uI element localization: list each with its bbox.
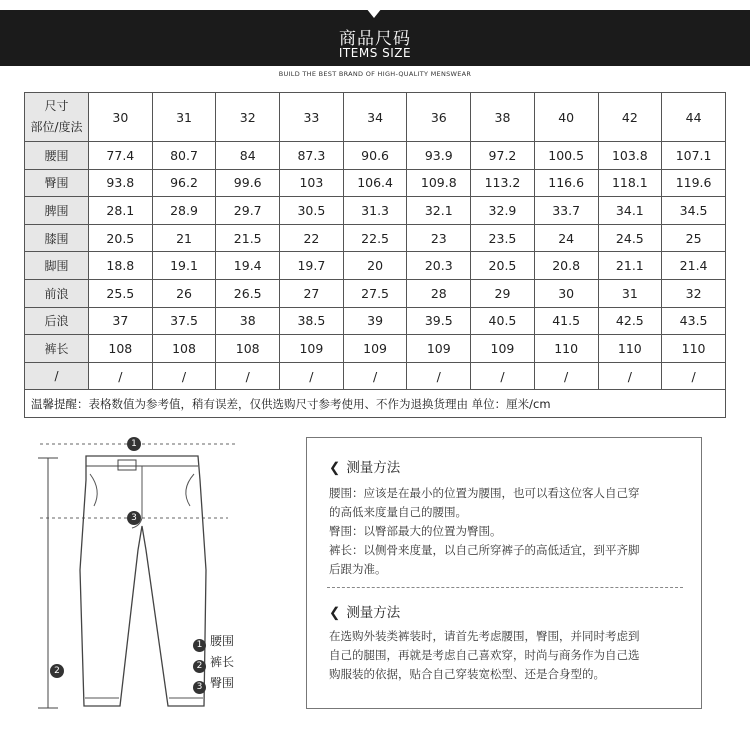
table-cell: 28 (407, 279, 471, 307)
table-cell: 26.5 (216, 279, 280, 307)
table-cell: 33.7 (534, 197, 598, 225)
table-cell: 99.6 (216, 169, 280, 197)
measurement-method-panel (306, 437, 702, 709)
table-cell: / (152, 362, 216, 390)
text-line: 购服装的依据，贴合自己穿装宽松型、还是合身型的。 (329, 667, 605, 681)
row-label-cell: 脚围 (25, 252, 89, 280)
table-cell: 29.7 (216, 197, 280, 225)
table-cell: 106.4 (343, 169, 407, 197)
size-header-cell: 42 (598, 93, 662, 142)
table-cell: 103 (280, 169, 344, 197)
table-row (25, 169, 726, 197)
table-cell: 113.2 (471, 169, 535, 197)
table-header-row (25, 93, 726, 142)
chevron-left-icon: ❮ (329, 605, 341, 621)
table-cell: 100.5 (534, 142, 598, 170)
table-cell: 109 (471, 335, 535, 363)
legend-number: 1 (193, 639, 206, 652)
text-line: 的高低来度量自己的腰围。 (329, 505, 467, 519)
table-cell: 20.5 (89, 224, 153, 252)
table-cell: / (343, 362, 407, 390)
row-label-cell: 腰围 (25, 142, 89, 170)
table-cell: 24.5 (598, 224, 662, 252)
table-row (25, 224, 726, 252)
table-cell: 19.4 (216, 252, 280, 280)
table-cell: 42.5 (598, 307, 662, 335)
table-cell: / (280, 362, 344, 390)
table-cell: 109 (407, 335, 471, 363)
chevron-down-icon (366, 8, 382, 18)
trousers-illustration (28, 430, 280, 710)
table-cell: 30 (534, 279, 598, 307)
table-cell: 32.9 (471, 197, 535, 225)
table-cell: 26 (152, 279, 216, 307)
table-row (25, 335, 726, 363)
table-cell: 87.3 (280, 142, 344, 170)
corner-bottom-label: 部位/度法 (30, 120, 83, 134)
table-cell: 110 (534, 335, 598, 363)
table-cell: 108 (216, 335, 280, 363)
corner-top-label: 尺寸 (44, 99, 69, 113)
row-label-cell: 脾围 (25, 197, 89, 225)
legend-number: 2 (193, 660, 206, 673)
table-cell: / (598, 362, 662, 390)
legend-label: 臀围 (210, 676, 235, 690)
table-cell: 22.5 (343, 224, 407, 252)
table-cell: 96.2 (152, 169, 216, 197)
marker-1: 1 (127, 437, 141, 451)
table-cell: 27.5 (343, 279, 407, 307)
row-label-cell: 臀围 (25, 169, 89, 197)
table-cell: 20.5 (471, 252, 535, 280)
table-cell: 109 (280, 335, 344, 363)
table-cell: / (534, 362, 598, 390)
table-cell: 32 (662, 279, 726, 307)
table-cell: 116.6 (534, 169, 598, 197)
table-cell: 38 (216, 307, 280, 335)
table-cell: 109 (343, 335, 407, 363)
size-header-cell: 38 (471, 93, 535, 142)
table-cell: 24 (534, 224, 598, 252)
table-cell: 18.8 (89, 252, 153, 280)
title-banner (0, 10, 750, 66)
table-cell: 119.6 (662, 169, 726, 197)
size-note: 温馨提醒：表格数值为参考值，稍有误差，仅供选购尺寸参考使用、不作为退换货理由 单位：厘米/cm (25, 390, 726, 418)
table-cell: / (662, 362, 726, 390)
size-header-cell: 32 (216, 93, 280, 142)
marker-2: 2 (50, 664, 64, 678)
table-row (25, 197, 726, 225)
table-row (25, 142, 726, 170)
table-cell: 40.5 (471, 307, 535, 335)
size-header-cell: 40 (534, 93, 598, 142)
table-cell: 19.7 (280, 252, 344, 280)
section-title-text: 测量方法 (346, 605, 401, 621)
table-cell: 30.5 (280, 197, 344, 225)
table-cell: 108 (152, 335, 216, 363)
table-cell: 108 (89, 335, 153, 363)
table-cell: 19.1 (152, 252, 216, 280)
table-cell: 39 (343, 307, 407, 335)
size-header-cell: 36 (407, 93, 471, 142)
text-line: 自己的腿围，再就是考虑自己喜欢穿，时尚与商务作为自己选 (329, 648, 640, 662)
table-cell: 21 (152, 224, 216, 252)
marker-3: 3 (127, 511, 141, 525)
table-cell: 23.5 (471, 224, 535, 252)
legend-item (193, 674, 234, 694)
table-row (25, 252, 726, 280)
table-cell: 103.8 (598, 142, 662, 170)
size-header-cell: 34 (343, 93, 407, 142)
legend-number: 3 (193, 681, 206, 694)
title-cn: 商品尺码 (339, 29, 411, 49)
table-cell: 29 (471, 279, 535, 307)
corner-cell (25, 93, 89, 142)
legend-label: 腰围 (210, 634, 235, 648)
table-cell: 28.1 (89, 197, 153, 225)
table-cell: 110 (662, 335, 726, 363)
trousers-diagram (28, 430, 280, 710)
table-row (25, 307, 726, 335)
table-cell: 27 (280, 279, 344, 307)
section-title (329, 456, 400, 476)
row-label-cell: / (25, 362, 89, 390)
table-cell: 25.5 (89, 279, 153, 307)
size-header-cell: 33 (280, 93, 344, 142)
tagline: BUILD THE BEST BRAND OF HIGH-QUALITY MENSWEAR (278, 70, 472, 78)
table-row (25, 362, 726, 390)
table-cell: 21.5 (216, 224, 280, 252)
table-cell: 31.3 (343, 197, 407, 225)
chevron-left-icon: ❮ (329, 460, 341, 476)
table-cell: 90.6 (343, 142, 407, 170)
table-cell: 84 (216, 142, 280, 170)
row-label-cell: 裤长 (25, 335, 89, 363)
table-cell: 38.5 (280, 307, 344, 335)
text-line: 后跟为准。 (329, 562, 387, 576)
table-cell: 77.4 (89, 142, 153, 170)
table-cell: 32.1 (407, 197, 471, 225)
table-cell: 21.1 (598, 252, 662, 280)
size-header-cell: 44 (662, 93, 726, 142)
table-cell: 109.8 (407, 169, 471, 197)
table-cell: 43.5 (662, 307, 726, 335)
table-cell: 31 (598, 279, 662, 307)
table-cell: 34.5 (662, 197, 726, 225)
divider (327, 587, 683, 588)
row-label-cell: 前浪 (25, 279, 89, 307)
text-line: 裤长：以侧骨来度量，以自己所穿裤子的高低适宜，到平齐脚 (329, 543, 640, 557)
table-cell: 22 (280, 224, 344, 252)
table-cell: 20 (343, 252, 407, 280)
row-label-cell: 后浪 (25, 307, 89, 335)
table-cell: 93.9 (407, 142, 471, 170)
section-title-text: 测量方法 (346, 460, 401, 476)
legend-item (193, 632, 234, 652)
table-cell: 25 (662, 224, 726, 252)
table-cell: 37.5 (152, 307, 216, 335)
table-cell: 80.7 (152, 142, 216, 170)
row-label-cell: 膝围 (25, 224, 89, 252)
table-cell: 20.3 (407, 252, 471, 280)
size-header-cell: 30 (89, 93, 153, 142)
table-row (25, 279, 726, 307)
text-line: 腰围：应该是在最小的位置为腰围，也可以看这位客人自己穿 (329, 486, 640, 500)
table-cell: / (471, 362, 535, 390)
table-cell: 110 (598, 335, 662, 363)
table-cell: 118.1 (598, 169, 662, 197)
table-cell: 93.8 (89, 169, 153, 197)
table-cell: 21.4 (662, 252, 726, 280)
size-header-cell: 31 (152, 93, 216, 142)
title-en: ITEMS SIZE (338, 46, 412, 60)
table-cell: 34.1 (598, 197, 662, 225)
table-cell: 23 (407, 224, 471, 252)
legend-item (193, 653, 234, 673)
method-text-2 (329, 627, 687, 684)
table-note-row (25, 390, 726, 418)
section-title (329, 601, 400, 621)
table-cell: 107.1 (662, 142, 726, 170)
legend-label: 裤长 (210, 655, 235, 669)
method-text-1 (329, 484, 687, 579)
text-line: 臀围：以臀部最大的位置为臀围。 (329, 524, 502, 538)
table-cell: 97.2 (471, 142, 535, 170)
table-cell: 37 (89, 307, 153, 335)
table-cell: 41.5 (534, 307, 598, 335)
table-cell: 28.9 (152, 197, 216, 225)
table-cell: / (216, 362, 280, 390)
table-cell: / (89, 362, 153, 390)
table-cell: 39.5 (407, 307, 471, 335)
size-table (24, 92, 726, 418)
table-cell: 20.8 (534, 252, 598, 280)
table-cell: / (407, 362, 471, 390)
text-line: 在选购外装类裤装时，请首先考虑腰围，臀围，并同时考虑到 (329, 629, 640, 643)
